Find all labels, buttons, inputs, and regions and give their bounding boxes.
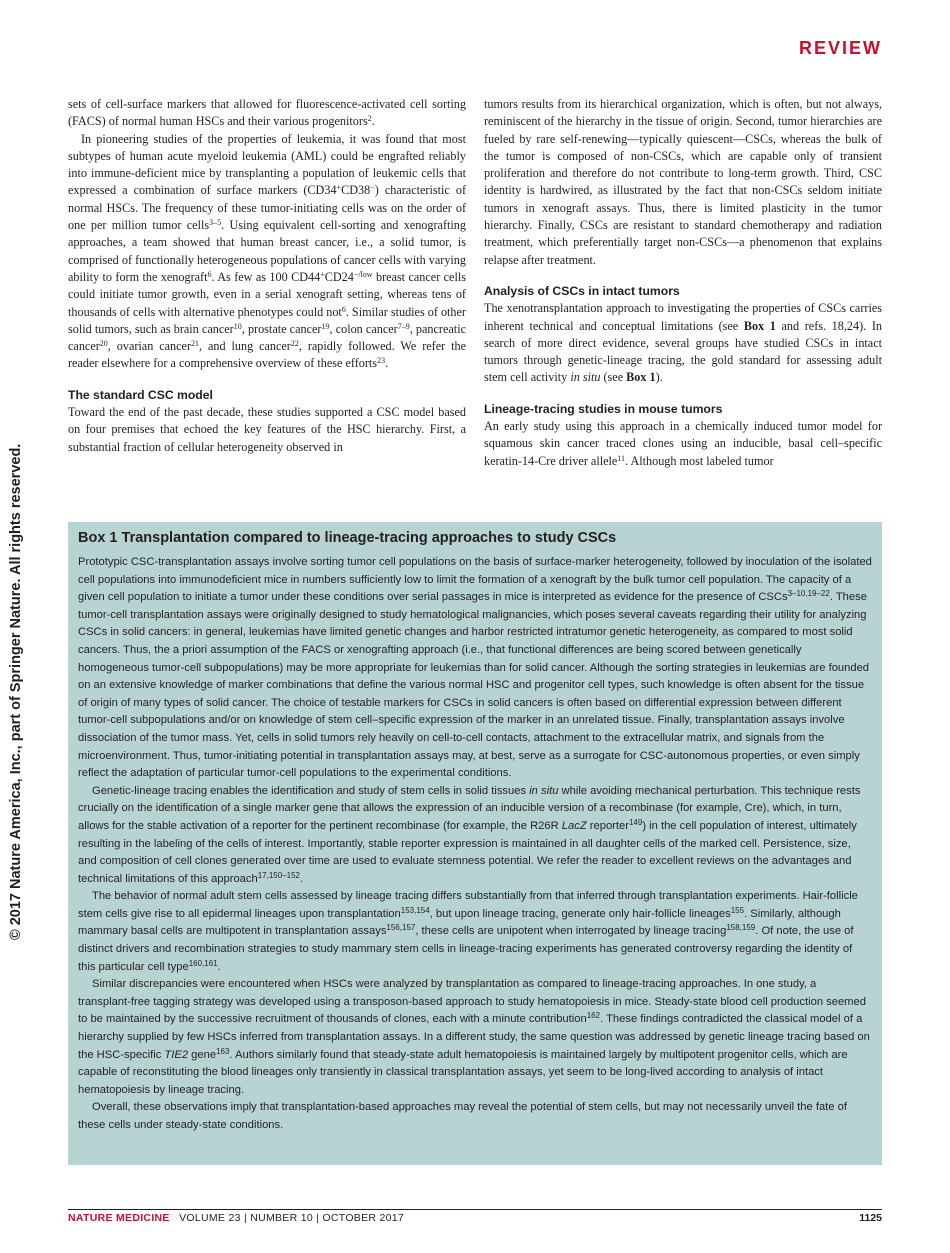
box-reference[interactable]: Box 1 xyxy=(626,370,656,385)
box-paragraph: Prototypic CSC-transplantation assays involve sorting tumor cell populations on the basis of surface-marker heterogeneity, followed by inoculation of the isolated cell populations into immunodeficient mice in numbers sufficiently low to limit the formation of a xenograft by the bulk tumor cell population. The capacity of a given cell population to initiate a tumor under these conditions over serial passages in mice is interpreted as evidence for the presence of CSCs$^{3-10,19-22}$. These tumor-cell transplantation assays were originally designed to study hematological malignancies, which poses several caveats regarding their utility for analyzing CSCs in solid cancers: in general, leukemias have limited genetic changes and harbor restricted intratumor genetic heterogeneity, as compared to most solid cancers. Thus, the a priori assumption of the FACS or xenografting approach (i.e., that functional differences are being scored between genetically homogeneous tumor-cell subpopulations) may be more appropriate for leukemias than for solid cancer. Although the sorting strategies in leukemias are founded on an extensive knowledge of marker combinations that define the various normal HSC and progenitor cell types, such knowledge is often absent for the tissue of origin of many types of solid cancer. The choice of testable markers for CSCs in solid cancers is often based on differential expression between different tumor-cell subpopulations and/or on knowledge of stem cell–specific expression of the marker in an unrelated tissue. Finally, transplantation assays involve dissociation of the tumor mass. Yet, cells in solid tumors rely heavily on cell-to-cell contacts, attachment to the extracellular matrix, and signals from the microenvironment. Thus, tumor-initiating potential in transplantation assays may, at best, serve as a surrogate for CSC-autonomous properties, or even simply reflect the adaptation of particular tumor-cell populations to the experimental conditions. xyxy=(78,556,872,780)
box-paragraph: Overall, these observations imply that transplantation-based approaches may reveal the potential of stem cells, but may not necessarily unveil the fate of these cells under steady-state conditions. xyxy=(78,1101,847,1131)
box-paragraph: Genetic-lineage tracing enables the identification and study of stem cells in solid tissues in situ while avoiding mechanical perturbation. This technique rests crucially on the identification of a single marker gene that allows the expression of an inducible version of a recombinase (for example, Cre), which, in turn, allows for the stable activation of a reporter for the pertinent recombinase (for example, the R26R LacZ reporter$^{149}$) in the cell population of interest, ultimately resulting in the labeling of the cells of interest. Importantly, stable reporter expression is maintained in all daughter cells of the marked cell. Persistence, size, and composition of cell clones generated over time are used to evaluate stemness potential. We refer the reader to excellent reviews on the advantages and technical limitations of this approach$^{17,150-152}$. xyxy=(78,784,861,885)
page-number: 1125 xyxy=(859,1212,882,1224)
paragraph: sets of cell-surface markers that allowed for fluorescence-activated cell sorting (FACS) of normal human HSCs and their various progenitors$^2$. xyxy=(68,97,466,129)
section-heading: Lineage-tracing studies in mouse tumors xyxy=(484,401,723,416)
journal-name: NATURE MEDICINE xyxy=(68,1212,170,1224)
paragraph: The xenotransplantation approach to investigating the properties of CSCs carries inherent technical and conceptual limitations (see Box 1 and refs. 18,24). In search of more direct evidence, several groups have studied CSCs in intact tumors through genetic-lineage tracing, the gold standard for assessing adult stem cell activity in situ (see Box 1). xyxy=(484,301,882,385)
section-heading: The standard CSC model xyxy=(68,387,213,402)
box-title: Box 1 Transplantation compared to lineage-tracing approaches to study CSCs xyxy=(78,530,617,546)
issue-info: VOLUME 23 | NUMBER 10 | OCTOBER 2017 xyxy=(179,1212,405,1224)
left-column xyxy=(68,96,466,456)
box-paragraph: The behavior of normal adult stem cells assessed by lineage tracing differs substantially from that inferred through transplantation experiments. Hair-follicle stem cells give rise to all epidermal lineages upon transplantation$^{153,154}$, but upon lineage tracing, generate only hair-follicle lineages$^{155}$. Similarly, although mammary basal cells are multipotent in transplantation assays$^{156,157}$, these cells are unipotent when interrogated by lineage tracing$^{158,159}$. Of note, the use of distinct drivers and recombination strategies to study mammary stem cells in lineage-tracing experiments has generated controversy regarding the identity of this particular cell type$^{160,161}$. xyxy=(78,890,858,973)
box-body xyxy=(78,554,872,1135)
paragraph: tumors results from its hierarchical organization, which is often, but not always, reminiscent of the hierarchy in the tissue of origin. Second, tumor hierarchies are fueled by rare self-renewing—typically quiescent—CSCs, whereas the bulk of the tumor is composed of non-CSCs, which are capable only of transient proliferation and therefore do not contribute to long-term growth. Third, CSC identity is hardwired, as illustrated by the fact that non-CSCs seldom initiate tumors in xenograft assays. Thus, there is limited plasticity in the tumor hierarchy. Finally, CSCs are resistant to standard chemotherapy and radiation treatment, which preferentially target non-CSCs—a phenomenon that explains relapse after treatment. xyxy=(484,97,882,267)
section-label: REVIEW xyxy=(798,38,882,58)
box-1 xyxy=(68,522,882,1165)
section-heading: Analysis of CSCs in intact tumors xyxy=(484,283,680,298)
page-footer xyxy=(68,1209,882,1224)
copyright-notice xyxy=(8,310,32,940)
box-paragraph: Similar discrepancies were encountered when HSCs were analyzed by transplantation as compared to lineage-tracing approaches. In one study, a transplant-free tagging strategy was developed using a transposon-based approach to study hematopoiesis in mice. Steady-state blood cell production seemed to be maintained by the successive recruitment of thousands of clones, each with a minute contribution$^{162}$. These findings contradicted the classical model of a hierarchy supplied by few HSCs inferred from transplantation assays. In a different study, the same question was addressed by genetic lineage tracing based on the HSC-specific TIE2 gene$^{163}$. Authors similarly found that steady-state adult hematopoiesis is maintained largely by multipotent progenitor cells, which are capable of reconstituting the blood lineages only transiently in classical transplantation assays, yet seem to be long-lived according to analysis of intact hematopoiesis by lineage tracing. xyxy=(78,978,870,1096)
box-reference[interactable]: Box 1 xyxy=(743,318,776,333)
right-column xyxy=(484,96,882,470)
paragraph: Toward the end of the past decade, these studies supported a CSC model based on four premises that echoed the key features of the HSC hierarchy. First, a substantial fraction of cellular heterogeneity observed in xyxy=(68,405,466,454)
paragraph: In pioneering studies of the properties of leukemia, it was found that most subtypes of human acute myeloid leukemia (AML) could be engrafted reliably into immune-deficient mice by transplanting a population of leukemic cells that expressed a combination of surface markers (CD34+CD38−) characteristic of normal HSCs. The frequency of these tumor-initiating cells was on the order of one per million tumor cells$^{3-5}$. Using equivalent cell-sorting and xenografting approaches, a team showed that human breast cancer, i.e., a solid tumor, is comprised of functionally heterogeneous populations of cancer cells with varying ability to form the xenograft$^6$. As few as 100 $CD44^+CD24^{-/low}$ breast cancer cells could initiate tumor growth, even in a serial xenograft setting, whereas tens of thousands of cells with alternative phenotypes could not$^6$. Similar studies of other solid tumors, such as brain cancer$^{10}$, prostate cancer$^{19}$, colon cancer$^{7-9}$, pancreatic cancer$^{20}$, ovarian cancer$^{21}$, and lung cancer$^{22}$, rapidly followed. We refer the reader elsewhere for a comprehensive overview of these efforts$^{23}$. xyxy=(68,131,466,371)
copyright-text: © 2017 Nature America, Inc., part of Springer Nature. All rights reserved. xyxy=(8,443,24,940)
paragraph: An early study using this approach in a chemically induced tumor model for squamous skin cancer traced clones using an inducible, basal cell–specific keratin-14-Cre driver allele$^{11}$. Although most labeled tumor xyxy=(484,419,882,468)
